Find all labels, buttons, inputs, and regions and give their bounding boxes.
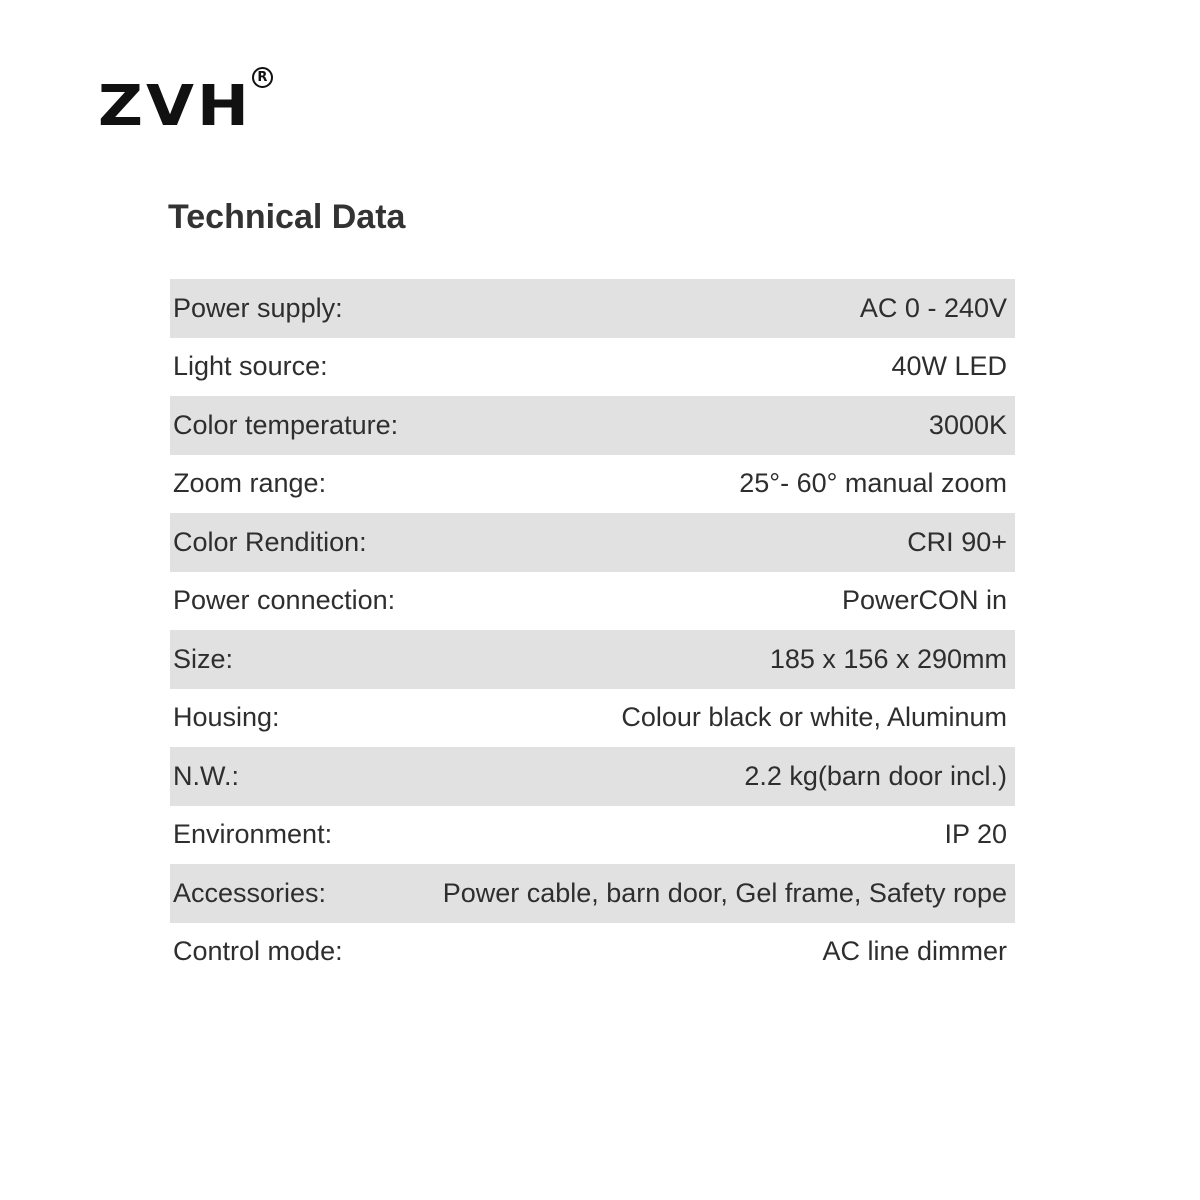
spec-row-housing bbox=[170, 689, 1015, 748]
spec-label: Zoom range: bbox=[173, 468, 327, 499]
spec-label: Housing: bbox=[173, 702, 280, 733]
spec-label: Size: bbox=[173, 643, 234, 674]
spec-row-power-supply bbox=[170, 279, 1015, 338]
spec-label: Power supply: bbox=[173, 292, 343, 323]
spec-value: AC line dimmer bbox=[822, 936, 1007, 967]
spec-label: Light source: bbox=[173, 351, 328, 382]
spec-value: 185 x 156 x 290mm bbox=[769, 643, 1007, 674]
spec-row-accessories bbox=[170, 864, 1015, 923]
spec-value: 3000K bbox=[928, 409, 1007, 440]
spec-row-power-connection bbox=[170, 572, 1015, 631]
spec-value: AC 0 - 240V bbox=[859, 292, 1007, 323]
spec-row-net-weight bbox=[170, 747, 1015, 806]
spec-label: Power connection: bbox=[173, 585, 396, 616]
spec-label: Color temperature: bbox=[173, 409, 399, 440]
spec-value: PowerCON in bbox=[841, 585, 1007, 616]
spec-label: N.W.: bbox=[173, 760, 239, 791]
page-title: Technical Data bbox=[168, 198, 406, 236]
spec-value: 2.2 kg(barn door incl.) bbox=[744, 760, 1007, 791]
spec-row-light-source bbox=[170, 338, 1015, 397]
spec-row-size bbox=[170, 630, 1015, 689]
spec-label: Color Rendition: bbox=[173, 526, 367, 557]
spec-value: Colour black or white, Aluminum bbox=[621, 702, 1007, 733]
spec-label: Control mode: bbox=[173, 936, 343, 967]
spec-value: 25°- 60° manual zoom bbox=[739, 468, 1007, 499]
spec-row-environment bbox=[170, 806, 1015, 865]
spec-label: Environment: bbox=[173, 819, 333, 850]
spec-value: IP 20 bbox=[944, 819, 1007, 850]
spec-value: Power cable, barn door, Gel frame, Safety rope bbox=[442, 877, 1007, 908]
spec-label: Accessories: bbox=[173, 877, 327, 908]
spec-value: 40W LED bbox=[891, 351, 1007, 382]
spec-row-control-mode bbox=[170, 923, 1015, 982]
spec-row-color-temperature bbox=[170, 396, 1015, 455]
registered-mark-icon: R bbox=[252, 67, 273, 88]
brand-logo bbox=[98, 62, 273, 139]
spec-row-zoom-range bbox=[170, 455, 1015, 514]
spec-row-color-rendition bbox=[170, 513, 1015, 572]
spec-table bbox=[170, 279, 1015, 981]
brand-name: ZVH bbox=[98, 72, 252, 139]
spec-value: CRI 90+ bbox=[907, 526, 1007, 557]
